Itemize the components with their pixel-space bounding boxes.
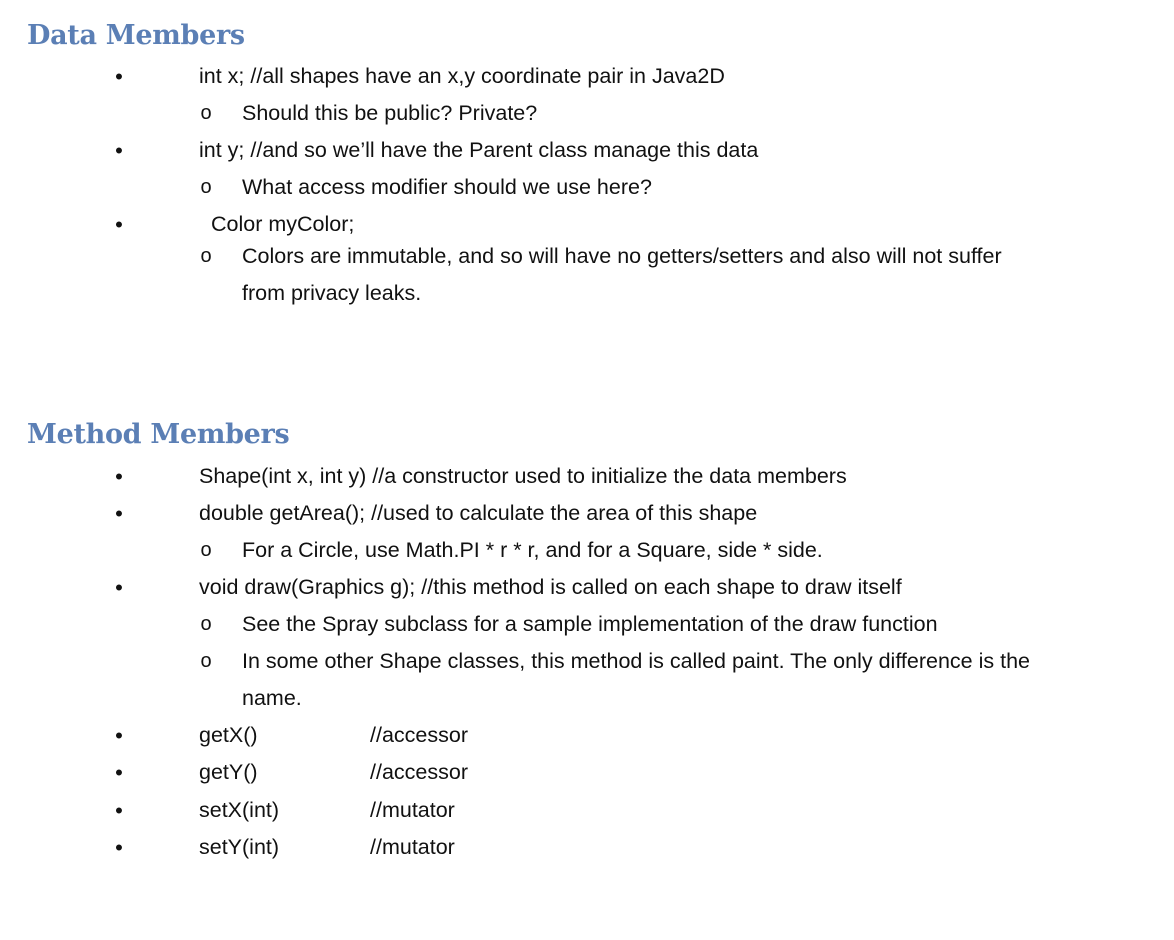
bullet-icon: • — [115, 798, 123, 823]
bullet-icon: • — [115, 138, 123, 163]
method-signature: setY(int) — [199, 835, 280, 859]
bullet-icon: • — [115, 464, 123, 489]
method-members-heading: Method Members — [27, 419, 290, 450]
bullet-icon: • — [115, 501, 123, 526]
method-member-subtext: See the Spray subclass for a sample implementation of the draw function — [242, 612, 938, 636]
circle-bullet-icon: o — [200, 245, 212, 267]
method-member-text: double getArea(); //used to calculate the area of this shape — [199, 501, 758, 525]
circle-bullet-icon: o — [200, 613, 212, 635]
bullet-icon: • — [115, 575, 123, 600]
circle-bullet-icon: o — [200, 102, 212, 124]
bullet-icon: • — [115, 212, 123, 237]
method-comment: //mutator — [370, 798, 455, 822]
data-member-subtext: Colors are immutable, and so will have no getters/setters and also will not suffer — [242, 244, 1002, 268]
circle-bullet-icon: o — [200, 650, 212, 672]
method-signature: getX() — [199, 723, 258, 747]
method-comment: //accessor — [370, 723, 468, 747]
method-comment: //accessor — [370, 760, 468, 784]
data-members-heading: Data Members — [27, 20, 245, 51]
data-member-subtext: What access modifier should we use here? — [242, 175, 652, 199]
data-member-text: int y; //and so we’ll have the Parent class manage this data — [199, 138, 759, 162]
method-member-subtext: name. — [242, 686, 302, 710]
method-member-text: void draw(Graphics g); //this method is called on each shape to draw itself — [199, 575, 902, 599]
data-member-subtext: from privacy leaks. — [242, 281, 422, 305]
bullet-icon: • — [115, 835, 123, 860]
bullet-icon: • — [115, 760, 123, 785]
method-member-text: Shape(int x, int y) //a constructor used to initialize the data members — [199, 464, 847, 488]
circle-bullet-icon: o — [200, 176, 212, 198]
data-member-text: int x; //all shapes have an x,y coordinate pair in Java2D — [199, 64, 725, 88]
data-member-text: Color myColor; — [211, 212, 355, 236]
bullet-icon: • — [115, 723, 123, 748]
circle-bullet-icon: o — [200, 539, 212, 561]
method-signature: setX(int) — [199, 798, 280, 822]
bullet-icon: • — [115, 64, 123, 89]
method-signature: getY() — [199, 760, 258, 784]
method-comment: //mutator — [370, 835, 455, 859]
data-member-subtext: Should this be public? Private? — [242, 101, 538, 125]
method-member-subtext: In some other Shape classes, this method is called paint. The only difference is the — [242, 649, 1030, 673]
method-member-subtext: For a Circle, use Math.PI * r * r, and for a Square, side * side. — [242, 538, 823, 562]
